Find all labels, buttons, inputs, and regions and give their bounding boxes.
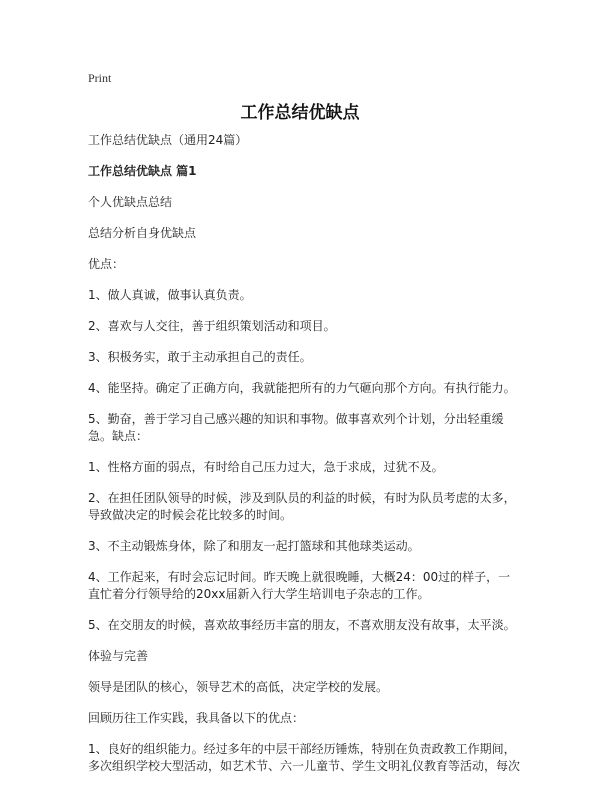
body-paragraph: 体验与完善 [88,649,149,663]
print-label: Print [88,71,112,85]
list-item: 3、不主动锻炼身体，除了和朋友一起打篮球和其他球类运动。 [88,539,420,553]
document-body [88,132,520,789]
list-item: 2、在担任团队领导的时候，涉及到队员的利益的时候，有时为队员考虑的太多，导致做决定的时候会花比较多的时间。 [88,491,516,522]
body-paragraph: 优点： [88,257,125,271]
subtitle-paragraph: 工作总结优缺点（通用24篇） [88,133,248,147]
document-title: 工作总结优缺点 [240,103,360,123]
body-paragraph: 总结分析自身优缺点 [88,226,197,240]
list-item: 4、工作起来，有时会忘记时间。昨天晚上就很晚睡，大概24：00过的样子，一直忙着分行领导给的20xx届新入行大学生培训电子杂志的工作。 [88,570,511,601]
list-item: 1、性格方面的弱点，有时给自己压力过大，急于求成，过犹不及。 [88,460,444,474]
list-item: 4、能坚持。确定了正确方向，我就能把所有的力气砸向那个方向。有执行能力。 [88,381,516,395]
body-paragraph: 领导是团队的核心，领导艺术的高低，决定学校的发展。 [88,680,389,694]
list-item: 1、做人真诚，做事认真负责。 [88,288,252,302]
list-item: 5、勤奋，善于学习自己感兴趣的知识和事物。做事喜欢列个计划，分出轻重缓急。缺点： [88,412,504,443]
body-paragraph: 个人优缺点总结 [88,195,173,209]
list-item: 1、良好的组织能力。经过多年的中层干部经历锤炼，特别在负责政教工作期间，多次组织学校大型活动，如艺术节、六一儿童节、学生文明礼仪教育等活动，每次 [88,742,521,773]
body-paragraph: 回顾历往工作实践，我具备以下的优点： [88,711,305,725]
list-item: 5、在交朋友的时候，喜欢故事经历丰富的朋友，不喜欢朋友没有故事，太平淡。 [88,618,516,632]
list-item: 3、积极务实，敢于主动承担自己的责任。 [88,350,312,364]
list-item: 2、喜欢与人交往，善于组织策划活动和项目。 [88,319,336,333]
section-heading: 工作总结优缺点 篇1 [88,164,197,178]
